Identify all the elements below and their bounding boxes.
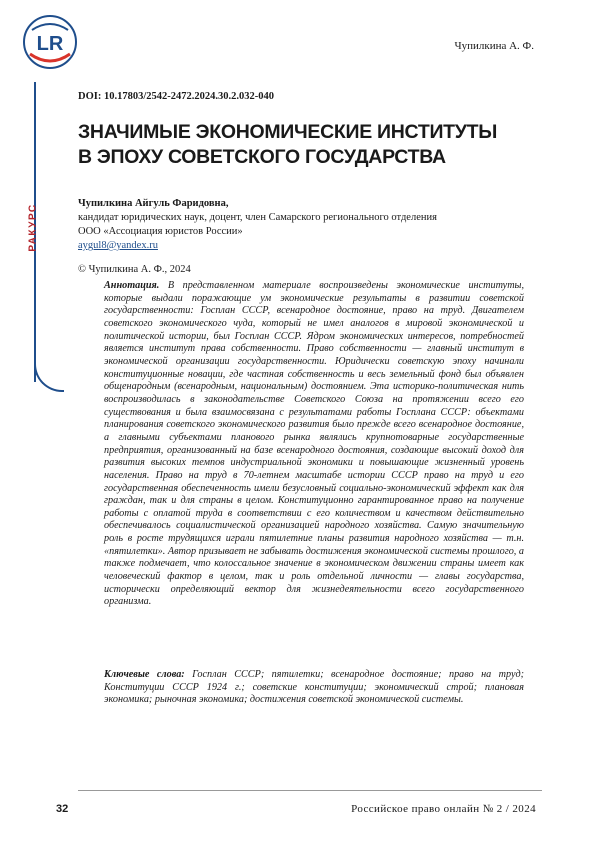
abstract-text: В представленном материале воспроизведены экономические институты, которые выдали поражающие ум экономические результаты в развитии советской государственности: Госплан СССР, всенародное достояние, право на труд. Двигателем советского экономического чуда, который не имел аналогов в мировой экономической и политической истории, был Госплан СССР. Ядром экономических интересов, потребностей является институт права собственности. Право собственности — главный институт в экономической организации государственности. Юридически советскую эпоху начинали конституционные новации, где частная собственность и весь земельный фонд был объявлен общенародным (всенародным, национальным) достоянием. Эта историко-политическая нить воспроизводилась в законодательстве Советского Союза на протяжении всего его существования и была взаимосвязана с результатами работы Госплана СССР: объектами планирования советского экономического развития было прежде всего всенародное достояние, а главными субъектами планового рынка являлись крупнотоварные государственные предприятия, организованный на базе всенародного достояния, создающие высокий доход для развития высоких темпов индустриальной экономики и повышающие жизненный уровень населения. Право на труд в 70-летнем масштабе истории СССР право на труд и его государственная обеспеченность имели безусловный социально-экономический эффект как для граждан, так и для страны в целом. Конституционно гарантированное право на получение работы с оплатой труда в соответствии с его количеством и качеством действительно обеспечивалось социалистической организацией народного хозяйства. Самую значительную роль в росте трудящихся играли пятилетние планы развития народного хозяйства — т.н. «пятилетки». Автор призывает не забывать достижения экономической системы прошлого, а также подмечает, что колоссальное значение в экономическом движении страны имеет как человеческий фактор в целом, так и роль отдельной личности — главы государства, исторически определяющий вектор для жизнедеятельности всего государственного организма.: [104, 280, 524, 608]
abstract-label: Аннотация.: [104, 280, 160, 291]
side-rule-curve: [34, 362, 64, 392]
author-position: кандидат юридических наук, доцент, член Самарского регионального отделения: [78, 212, 437, 223]
author-name: Чупилкина Айгуль Фаридовна,: [78, 198, 229, 209]
running-header-author: Чупилкина А. Ф.: [454, 40, 534, 52]
logo-text: LR: [36, 33, 64, 55]
copyright: © Чупилкина А. Ф., 2024: [78, 264, 191, 275]
author-block: [78, 197, 548, 253]
journal-logo: [22, 14, 78, 70]
article-title: [78, 120, 538, 170]
article-title-line-2: В ЭПОХУ СОВЕТСКОГО ГОСУДАРСТВА: [78, 146, 446, 168]
abstract: [104, 280, 524, 609]
journal-name: Российское право онлайн № 2 / 2024: [351, 803, 536, 815]
author-email-link[interactable]: aygul8@yandex.ru: [78, 240, 158, 251]
doi: DOI: 10.17803/2542-2472.2024.30.2.032-040: [78, 91, 274, 102]
footer-rule: [78, 790, 542, 791]
keywords-text: Госплан СССР; пятилетки; всенародное достояние; право на труд; Конституции СССР 1924 г.; советские конституции; экономический строй; плановая экономика; рыночная экономика; достижения советской экономической системы.: [104, 669, 524, 706]
article-title-line-1: ЗНАЧИМЫЕ ЭКОНОМИЧЕСКИЕ ИНСТИТУТЫ: [78, 121, 498, 143]
author-organization: ООО «Ассоциация юристов России»: [78, 226, 243, 237]
keywords: [104, 669, 524, 707]
page-number: 32: [56, 803, 69, 815]
section-label: РАКУРС: [27, 203, 39, 252]
keywords-label: Ключевые слова:: [104, 669, 185, 680]
